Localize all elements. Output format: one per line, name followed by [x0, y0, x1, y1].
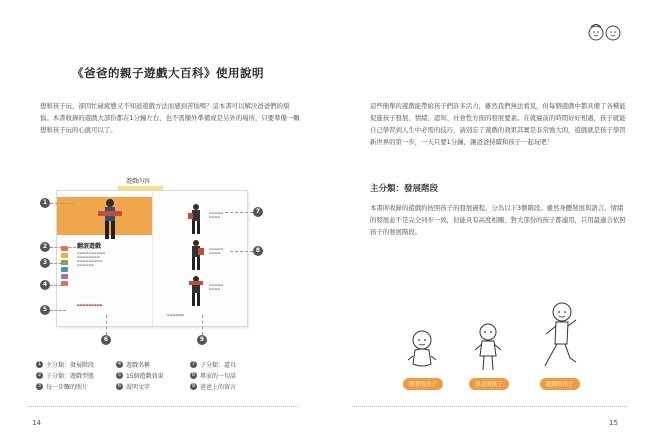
leader-9 [202, 315, 203, 335]
legend-num: 5 [117, 372, 122, 378]
tag-running: 跑跳的孩子 [540, 378, 580, 390]
leader-2 [50, 247, 76, 248]
step-text-1: ▬▬▬▬▬ ▬▬▬▬ [209, 211, 224, 219]
pin-4: 4 [40, 280, 50, 290]
spread-subtitle: 翻滾遊戲 [77, 243, 102, 250]
pin-7: 7 [253, 207, 263, 217]
pin-6: 6 [101, 335, 111, 345]
legend-num: 7 [191, 361, 196, 367]
spread-text: ▬▬▬▬▬▬▬▬▬▬ ▬▬▬▬▬▬▬▬ ▬▬▬▬▬▬▬▬▬ ▬▬▬▬▬▬ [77, 251, 106, 267]
figure-caption: 遊戲內容 [126, 178, 151, 185]
step-text-3: ▬▬▬▬▬ ▬▬▬▬ [209, 283, 224, 291]
section-body: 本書所收錄的遊戲約按照孩子的發展過程，分為以下3個階段。雖然身體發展與語言、情緒的發展並不是完全同步一致，但能具有高度相關，對大部份的孩子都適用，只用最適合依照孩子的發展階段。 [370, 204, 626, 236]
pin-2: 2 [40, 242, 50, 252]
walking-baby-icon [470, 322, 506, 374]
legend-text: 15個遊戲效果 [126, 373, 164, 380]
tag-crawling: 爬著的孩子 [403, 378, 443, 390]
legend-text: 遊戲名稱 [126, 362, 151, 369]
leader-3 [50, 263, 66, 264]
legend-num: 3 [37, 383, 42, 389]
expert-note: ▬▬▬▬▬▬▬▬▬ [77, 303, 103, 307]
legend-text: 每一步驟的照片 [46, 384, 89, 391]
leader-1 [50, 203, 74, 204]
leader-4 [50, 285, 66, 286]
gutter [152, 191, 153, 326]
step-photo-1 [185, 203, 207, 235]
legend-text: 主分類：發展階段 [46, 362, 95, 369]
leader-8 [230, 251, 253, 252]
step-photo-2 [185, 239, 207, 271]
running-child-icon [540, 300, 580, 374]
leader-7 [225, 212, 253, 213]
sample-spread [56, 190, 248, 327]
step-text-2: ▬▬▬▬▬ ▬▬▬▬ [209, 247, 224, 255]
effect-icons [61, 246, 71, 288]
page-number: 14 [32, 419, 41, 427]
bottom-rule [352, 406, 627, 407]
section-heading: 主分類：發展階段 [370, 184, 439, 194]
page-number-right: 15 [609, 419, 618, 427]
dad-kid-photo [95, 197, 125, 241]
pin-3: 3 [40, 258, 50, 268]
faces-icon [587, 20, 623, 44]
tag-walking: 學走的孩子 [469, 378, 509, 390]
bottom-rule [28, 406, 298, 407]
pin-9: 9 [197, 335, 207, 345]
crawling-baby-icon [404, 328, 440, 374]
legend-num: 9 [191, 383, 196, 389]
intro-paragraph: 想和孩子玩，卻因忙碌疲憊又不知道遊戲方法而感到苦惱嗎？這本書可以解決爸爸們的煩惱。本書收錄的遊戲大部份都在1分鐘左右，也不需額外準備或是另外的場所，只要準備一顆想和孩子玩的心就可以了。 [40, 102, 300, 134]
dad-note: ▬▬▬▬▬▬ [167, 313, 185, 317]
legend-num: 8 [191, 372, 196, 378]
pin-8: 8 [253, 246, 263, 256]
legend-num: 4 [117, 361, 122, 367]
legend-col-1 [36, 359, 94, 392]
legend-text: 專家的一句話 [200, 373, 237, 380]
pin-5: 5 [40, 305, 50, 315]
legend-text: 爸爸上的留言 [200, 384, 237, 391]
leader-5 [50, 310, 66, 311]
page-title: 《爸爸的親子遊戲大百科》使用說明 [72, 66, 264, 80]
legend-text: 說明文字 [126, 384, 151, 391]
legend-text: 子分類：遊戲型態 [46, 373, 95, 380]
right-intro-paragraph: 這些簡單的遊戲能帶給孩子們許多活力，雖然我們無法看見，但每個遊戲中都具備了各種能促進孩子發展、情緒、認知、社會性方面的發展要素。在就寢前的時間好好相處，孩子就能自己學習到人生中必需的技巧，請別忘了遊戲的效果其實是非常強大的，遊戲就是孩子學習新世界的第一步，一天只要1分鐘，讓爸爸持續和孩子一起玩吧！ [370, 102, 626, 146]
pin-1: 1 [40, 198, 50, 208]
legend-col-3 [190, 359, 236, 392]
legend-num: 6 [117, 383, 122, 389]
leader-6 [106, 315, 107, 335]
legend-col-2 [116, 359, 164, 392]
legend-text: 子分類：道具 [200, 362, 237, 369]
legend-num: 2 [37, 372, 42, 378]
step-photo-3 [185, 275, 207, 307]
legend-num: 1 [37, 361, 42, 367]
